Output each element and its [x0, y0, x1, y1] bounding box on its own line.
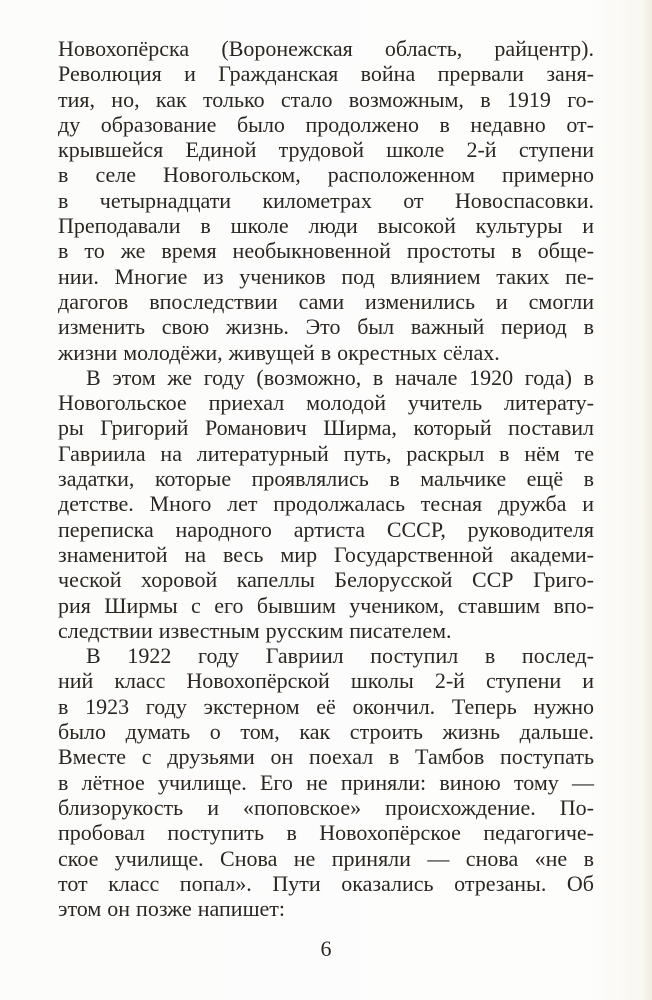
paragraph [58, 36, 594, 365]
paragraph [58, 643, 594, 921]
text-line: В 1922 году Гавриил поступил в послед- [86, 643, 594, 669]
text-line: в четырнадцати километрах от Новоспасовки. [58, 187, 594, 213]
text-line: Революция и Гражданская война прервали заня- [58, 61, 594, 87]
text-line: близорукость и «поповское» происхождение. По- [58, 794, 594, 820]
text-line: ду образование было продолжено в недавно от- [58, 111, 594, 137]
text-line: крывшейся Единой трудовой школе 2-й ступени [58, 137, 594, 163]
text-line: В этом же году (возможно, в начале 1920 года) в [86, 364, 594, 390]
text-line: переписка народного артиста СССР, руководителя [58, 516, 594, 542]
text-line: жизни молодёжи, живущей в окрестных сёлах. [58, 339, 500, 365]
text-line: следствии известным русским писателем. [58, 617, 452, 643]
text-line: нии. Многие из учеников под влиянием таких пе- [58, 263, 594, 289]
text-line: изменить свою жизнь. Это был важный период в [58, 314, 594, 340]
text-line: в селе Новогольском, расположенном примерно [58, 162, 594, 188]
text-line: задатки, которые проявлялись в мальчике ещё в [58, 466, 594, 492]
text-line: ческой хоровой капеллы Белорусской ССР Григо- [58, 567, 594, 593]
text-line: Вместе с друзьями он поехал в Тамбов поступать [58, 744, 594, 770]
text-line: в лётное училище. Его не приняли: виною тому — [58, 769, 594, 795]
text-line: ры Григорий Романович Ширма, который поставил [58, 415, 594, 441]
text-line: рия Ширмы с его бывшим учеником, ставшим впо- [58, 592, 594, 618]
text-line: было думать о том, как строить жизнь дальше. [58, 719, 594, 745]
text-line: Новогольское приехал молодой учитель литерату- [58, 390, 594, 416]
page-text [58, 36, 594, 921]
page-number: 6 [320, 936, 332, 961]
text-line: этом он позже напишет: [58, 896, 286, 922]
text-line: детстве. Много лет продолжалась тесная дружба и [58, 491, 594, 517]
text-line: знаменитой на весь мир Государственной академи- [58, 541, 594, 567]
text-line: тия, но, как только стало возможным, в 1919 го- [58, 86, 594, 112]
text-line: в 1923 году экстерном её окончил. Теперь нужно [58, 693, 594, 719]
text-line: Гавриила на литературный путь, раскрыл в нём те [58, 440, 594, 466]
text-line: ний класс Новохопёрской школы 2-й ступени и [58, 668, 594, 694]
text-line: тот класс попал». Пути оказались отрезаны. Об [58, 870, 594, 896]
text-line: пробовал поступить в Новохопёрское педагогиче- [58, 820, 594, 846]
text-line: дагогов впоследствии сами изменились и смогли [58, 288, 594, 314]
paragraph [58, 365, 594, 643]
text-line: Преподавали в школе люди высокой культуры и [58, 213, 594, 239]
text-line: ское училище. Снова не приняли — снова «не в [58, 845, 594, 871]
text-line: Новохопёрска (Воронежская область, райцентр). [58, 36, 594, 61]
text-line: в то же время необыкновенной простоты в обще- [58, 238, 594, 264]
